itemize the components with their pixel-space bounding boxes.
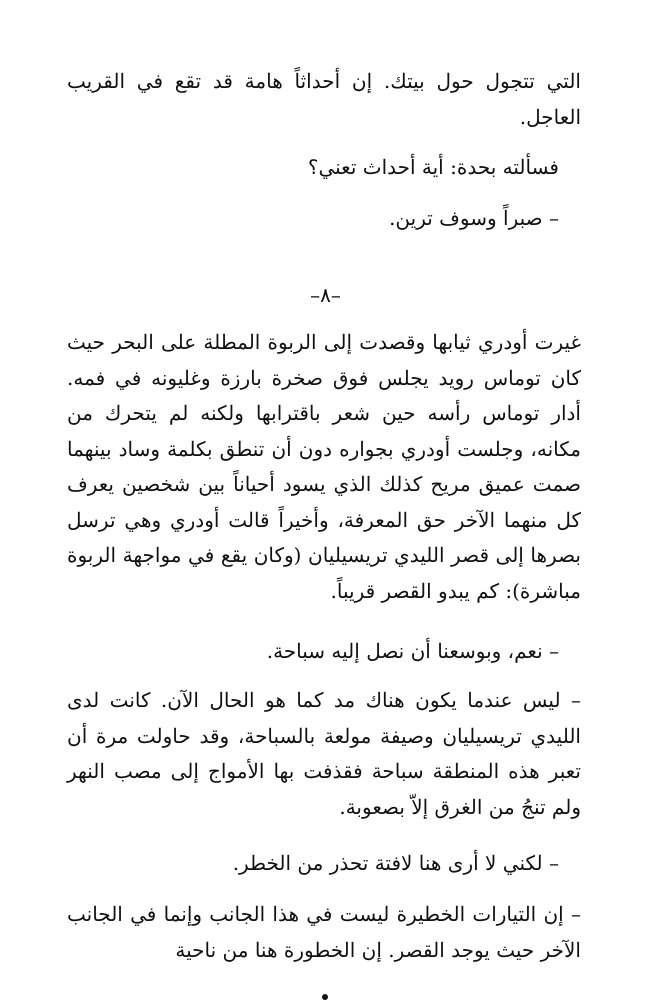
- chapter-number: –٨–: [310, 283, 341, 307]
- paragraph-continuation: التي تتجول حول بيتك. إن أحداثاً هامة قد تقع في القريب العاجل.: [67, 69, 581, 129]
- dialogue-question: فسألته بحدة: أية أحداث تعني؟: [307, 155, 559, 179]
- paragraph-chapter-opening: غيرت أودري ثيابها وقصدت إلى الربوة المطلة على البحر حيث كان توماس رويد يجلس فوق صخرة بارزة وغليونه في فمه. أدار توماس رأسه حين شعر باقترابها ولكنه لم يتحرك من مكانه، وجلست أودري بجواره دون أن تنطق بكلمة وساد بينهما صمت عميق مريح كذلك الذي يسود أحياناً بين شخصين يعرف كل منهما الآخر حق المعرفة، وأخيراً قالت أودري وهي ترسل بصرها إلى قصر الليدي تريسيليان (وكان يقع في مواجهة الربوة مباشرة): كم يبدو القصر قريباً.: [67, 330, 582, 603]
- dialogue-warning-sign: – لكني لا أرى هنا لافتة تحذر من الخطر.: [232, 851, 559, 875]
- next-line-fragment: [318, 986, 332, 1000]
- paragraph-tide: – ليس عندما يكون هناك مد كما هو الحال الآن. كانت لدى الليدي تريسيليان وصيفة مولعة بالسباحة، وقد حاولت مرة أن تعبر هذه المنطقة سباحة فقذفت بها الأمواج إلى مصب النهر ولم تنجُ من الغرق إلاّ بصعوبة.: [67, 688, 581, 819]
- dialogue-swim: – نعم، وبوسعنا أن نصل إليه سباحة.: [266, 639, 559, 663]
- paragraph-currents: – إن التيارات الخطيرة ليست في هذا الجانب وإنما في الجانب الآخر حيث يوجد القصر. إن الخطورة هنا من ناحية: [67, 902, 581, 962]
- dialogue-reply: – صبراً وسوف ترين.: [389, 206, 559, 230]
